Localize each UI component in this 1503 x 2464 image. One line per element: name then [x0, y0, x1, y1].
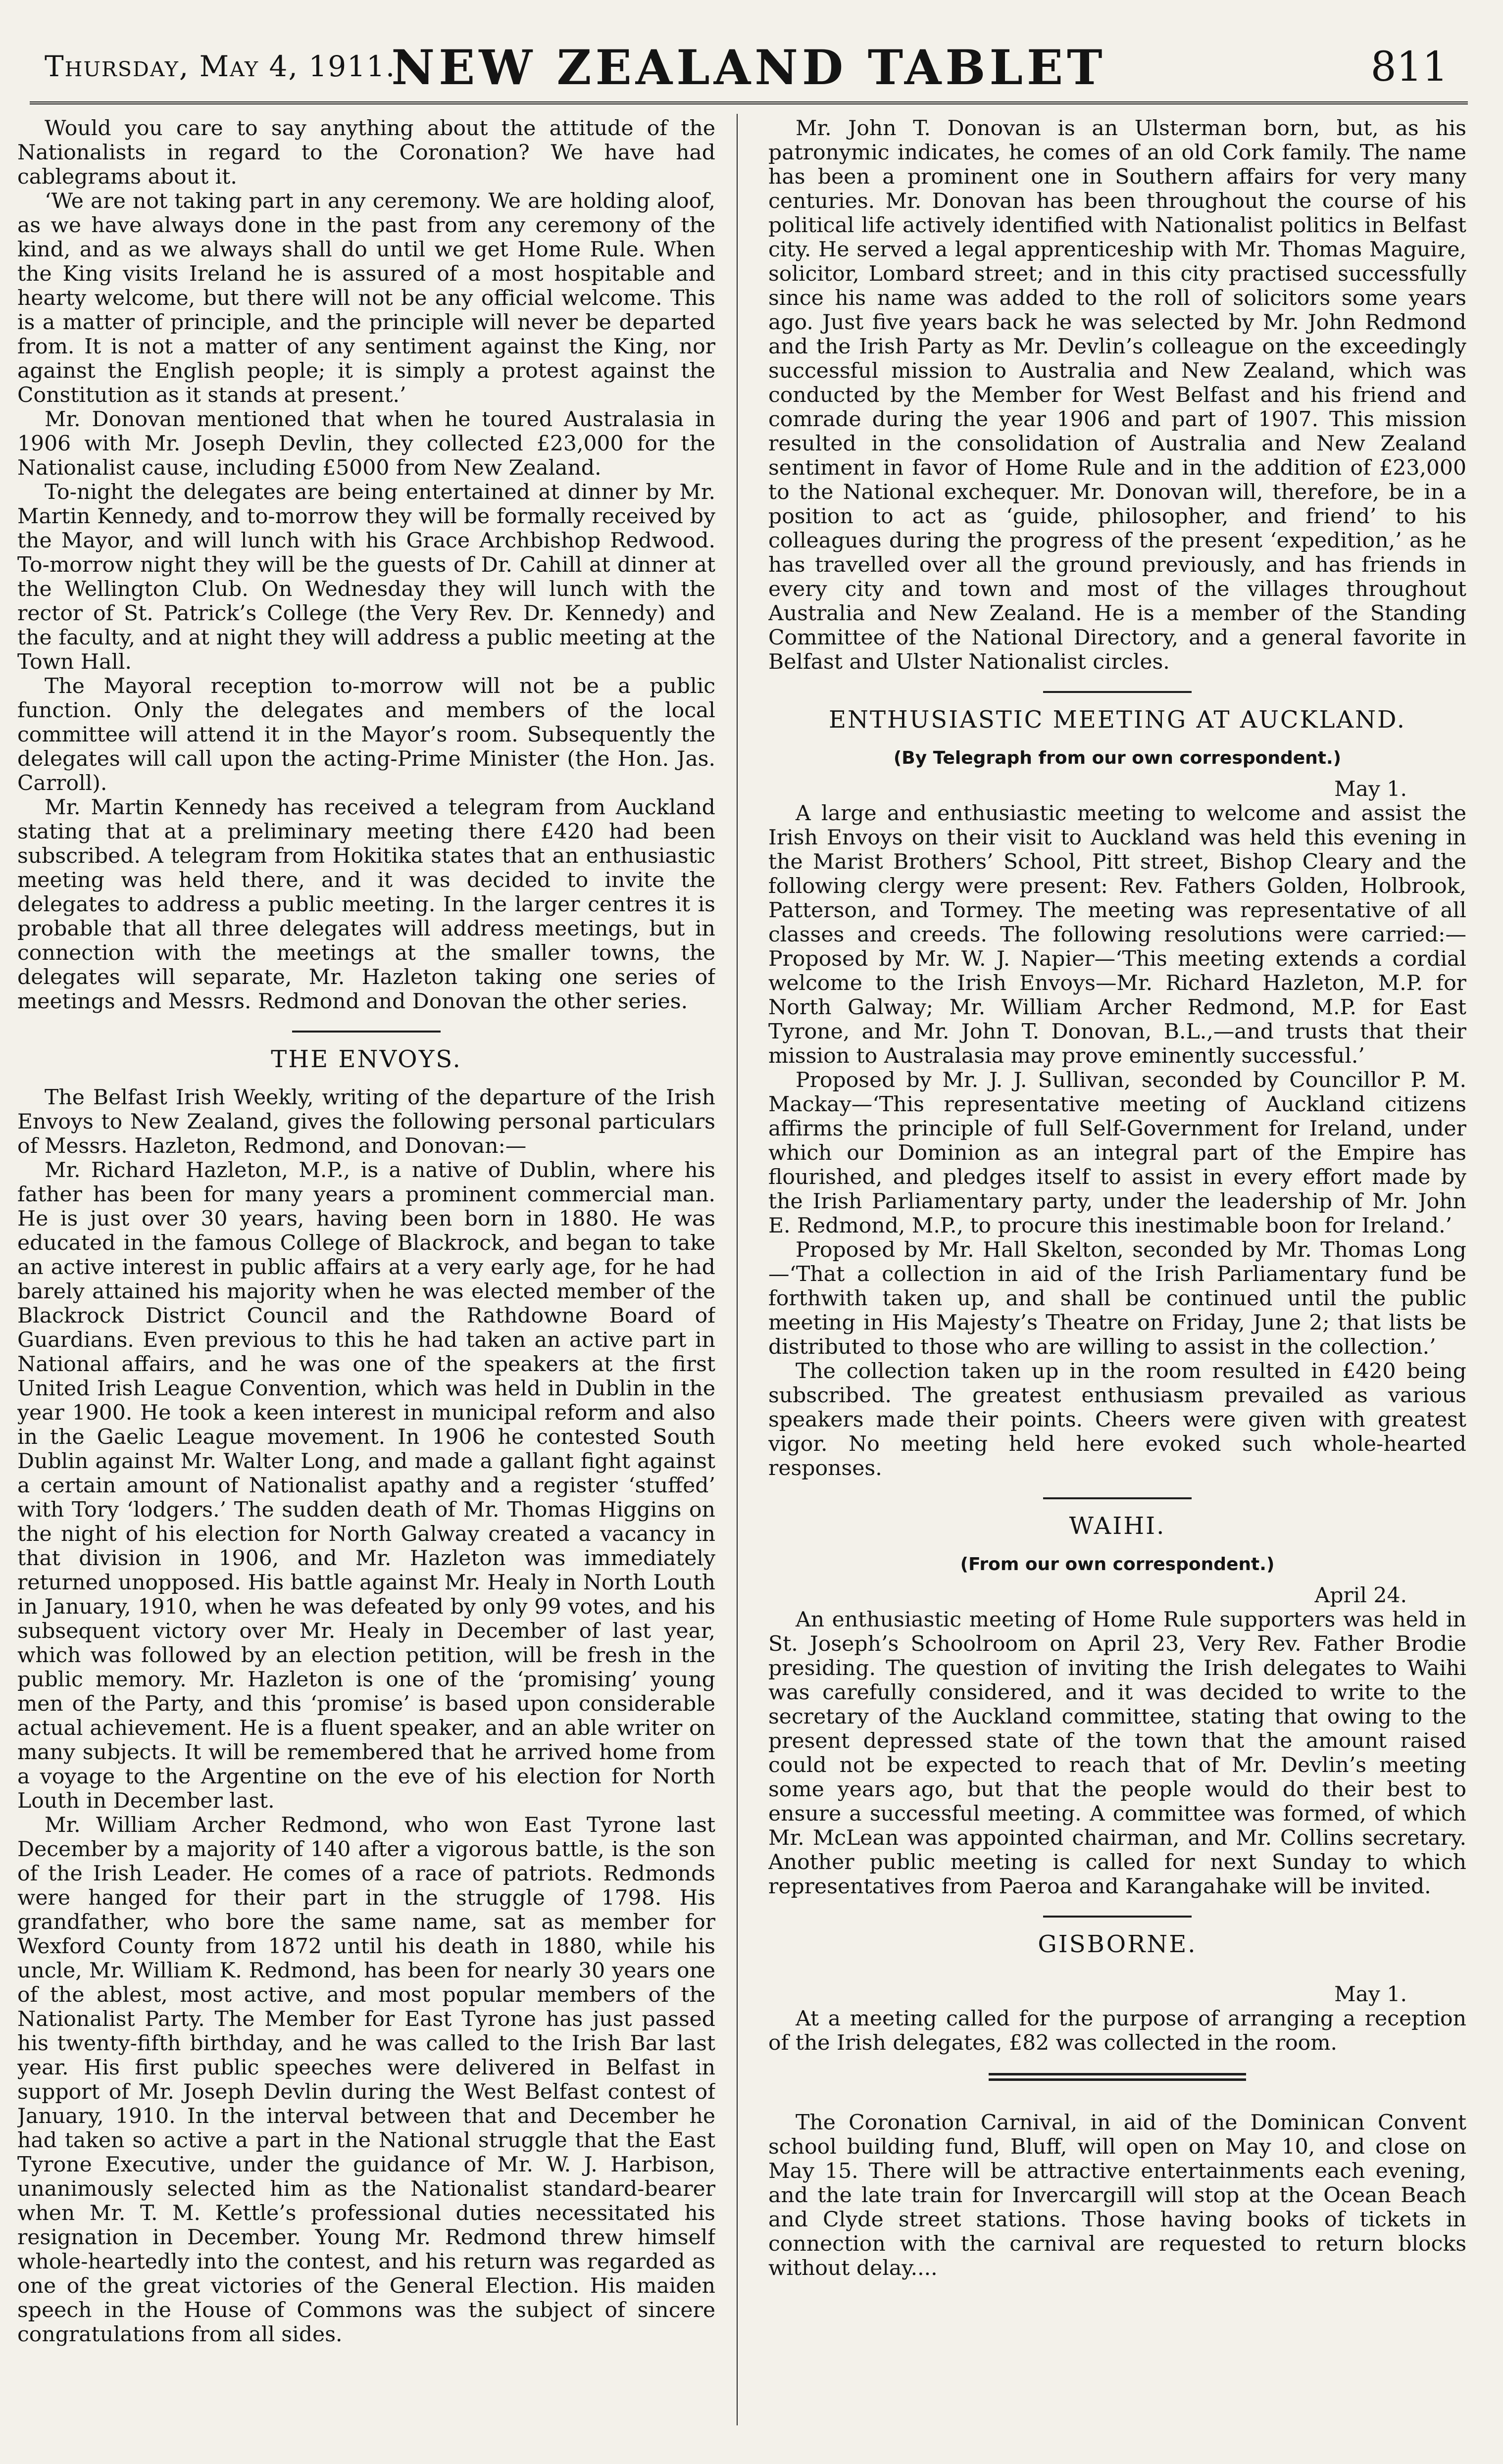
column-divider [737, 114, 738, 2425]
dateline: May 1. [1334, 1982, 1407, 2007]
section-rule [1043, 1916, 1192, 1918]
dateline: May 1. [1334, 777, 1407, 801]
page-number: 811 [1370, 44, 1448, 91]
double-rule [989, 2073, 1246, 2081]
article-paragraph: A large and enthusiastic meeting to welcome and assist the Irish Envoys on their visit to Auckland was held this evening in the Marist Brothers’ School, Pitt street, Bishop Cleary and the following clergy were present: Rev. Fathers Golden, Holbrook, Patterson, and Tormey. The meeting was representative of all classes and creeds. The following resolutions were carried:—Proposed by Mr. W. J. Napier—‘This meeting extends a cordial welcome to the Irish Envoys—Mr. Richard Hazleton, M.P. for North Galway; Mr. William Archer Redmond, M.P. for East Tyrone, and Mr. John T. Donovan, B.L.,—and trusts that their mission to Australasia may prove eminently successful.’ [768, 801, 1466, 1068]
article-paragraph: Mr. Martin Kennedy has received a telegram from Auckland stating that at a preliminary meeting there £420 had been subscribed. A telegram from Hokitika states that an enthusiastic meeting was held there, and it was decided to invite the delegates to address a public meeting. In the larger centres it is probable that all three delegates will address meetings, but in connection with the meetings at the smaller towns, the delegates will separate, Mr. Hazleton taking one series of meetings and Messrs. Redmond and Donovan the other series. [17, 795, 715, 1014]
spacer [768, 1971, 1466, 1982]
correspondent-line: (From our own correspondent.) [960, 1554, 1275, 1575]
article-paragraph: At a meeting called for the purpose of arranging a reception of the Irish delegates, £82 was collected in the room. [768, 2007, 1466, 2055]
article-paragraph: The Coronation Carnival, in aid of the Dominican Convent school building fund, Bluff, will open on May 10, and close on May 15. There will be attractive entertainments each evening, and the late train for Invercargill will stop at the Ocean Beach and Clyde street stations. Those having books of tickets in connection with the carnival are requested to return blocks without delay.... [768, 2111, 1466, 2280]
left-column [17, 116, 715, 2418]
article-paragraph: The Mayoral reception to-morrow will not be a public function. Only the delegates and members of the local committee will attend it in the Mayor’s room. Subsequently the delegates will call upon the acting-Prime Minister (the Hon. Jas. Carroll). [17, 674, 715, 795]
article-paragraph: Proposed by Mr. Hall Skelton, seconded by Mr. Thomas Long—‘That a collection in aid of the Irish Parliamentary fund be forthwith taken up, and shall be continued until the public meeting in His Majesty’s Theatre on Friday, June 2; that lists be distributed to those who are willing to assist in the collection.’ [768, 1238, 1466, 1359]
article-paragraph: ‘We are not taking part in any ceremony. We are holding aloof, as we have always done in the past from any ceremony of the kind, and as we always shall do until we get Home Rule. When the King visits Ireland he is assured of a most hospitable and hearty welcome, but there will not be any official welcome. This is a matter of principle, and the principle will never be departed from. It is not a matter of any sentiment against the King, nor against the English people; it is simply a protest against the Constitution as it stands at present.’ [17, 189, 715, 407]
section-heading-envoys: THE ENVOYS. [271, 1045, 462, 1073]
masthead [30, 20, 1468, 104]
article-paragraph: The Belfast Irish Weekly, writing of the departure of the Irish Envoys to New Zealand, gives the following personal particulars of Messrs. Hazleton, Redmond, and Donovan:— [17, 1085, 715, 1158]
article-paragraph: Proposed by Mr. J. J. Sullivan, seconded by Councillor P. M. Mackay—‘This representative meeting of Auckland citizens affirms the principle of full Self-Government for Ireland, under which our Dominion as an integral part of the Empire has flourished, and pledges itself to assist in every effort made by the Irish Parliamentary party, under the leadership of Mr. John E. Redmond, M.P., to procure this inestimable boon for Ireland.’ [768, 1068, 1466, 1238]
section-rule [1043, 691, 1192, 693]
article-paragraph: Mr. William Archer Redmond, who won East Tyrone last December by a majority of 140 after a vigorous battle, is the son of the Irish Leader. He comes of a race of patriots. Redmonds were hanged for their part in the struggle of 1798. His grandfather, who bore the same name, sat as member for Wexford County from 1872 until his death in 1880, while his uncle, Mr. William K. Redmond, has been for nearly 30 years one of the ablest, most active, and most popular members of the Nationalist Party. The Member for East Tyrone has just passed his twenty-fifth birthday, and he was called to the Irish Bar last year. His first public speeches were delivered in Belfast in support of Mr. Joseph Devlin during the West Belfast contest of January, 1910. In the interval between that and December he had taken so active a part in the National struggle that the East Tyrone Executive, under the guidance of Mr. W. J. Harbison, unanimously selected him as the Nationalist standard-bearer when Mr. T. M. Kettle’s professional duties necessitated his resignation in December. Young Mr. Redmond threw himself whole-heartedly into the contest, and his return was regarded as one of the great victories of the General Election. His maiden speech in the House of Commons was the subject of sincere congratulations from all sides. [17, 1813, 715, 2347]
correspondent-line: (By Telegraph from our own correspondent.) [893, 748, 1342, 768]
paper-title: NEW ZEALAND TABLET [391, 40, 1106, 96]
right-column [768, 116, 1466, 2418]
section-heading-gisborne: GISBORNE. [1038, 1930, 1197, 1958]
section-heading-auckland: ENTHUSIASTIC MEETING AT AUCKLAND. [828, 706, 1406, 734]
article-paragraph: An enthusiastic meeting of Home Rule supporters was held in St. Joseph’s Schoolroom on April 23, Very Rev. Father Brodie presiding. The question of inviting the Irish delegates to Waihi was carefully considered, and it was decided to write to the secretary of the Auckland committee, stating that owing to the present depressed state of the town that the amount raised could not be expected to reach that of Mr. Devlin’s meeting some years ago, but that the people would do their best to ensure a successful meeting. A committee was formed, of which Mr. McLean was appointed chairman, and Mr. Collins secretary. Another public meeting is called for next Sunday to which representatives from Paeroa and Karangahake will be invited. [768, 1608, 1466, 1899]
section-rule [1043, 1497, 1192, 1499]
article-paragraph: Mr. John T. Donovan is an Ulsterman born, but, as his patronymic indicates, he comes of an old Cork family. The name has been a prominent one in Southern affairs for very many centuries. Mr. Donovan has been throughout the course of his political life actively identified with Nationalist politics in Belfast city. He served a legal apprenticeship with Mr. Thomas Maguire, solicitor, Lombard street; and in this city practised successfully since his name was added to the roll of solicitors some years ago. Just five years back he was selected by Mr. John Redmond and the Irish Party as Mr. Devlin’s colleague on the exceedingly successful mission to Australia and New Zealand, which was conducted by the Member for West Belfast and his friend and comrade during the year 1906 and part of 1907. This mission resulted in the consolidation of Australia and New Zealand sentiment in favor of Home Rule and in the addition of £23,000 to the National exchequer. Mr. Donovan will, therefore, be in a position to act as ‘guide, philosopher, and friend’ to his colleagues during the progress of the present ‘expedition,’ as he has travelled over all the ground previously, and has friends in every city and town and most of the villages throughout Australia and New Zealand. He is a member of the Standing Committee of the National Directory, and a general favorite in Belfast and Ulster Nationalist circles. [768, 116, 1466, 674]
dateline: April 24. [1314, 1583, 1407, 1608]
article-paragraph: Mr. Richard Hazleton, M.P., is a native of Dublin, where his father has been for many years a prominent commercial man. He is just over 30 years, having been born in 1880. He was educated in the famous College of Blackrock, and began to take an active interest in public affairs at a very early age, for he had barely attained his majority when he was elected member of the Blackrock District Council and the Rathdowne Board of Guardians. Even previous to this he had taken an active part in National affairs, and he was one of the speakers at the first United Irish League Convention, which was held in Dublin in the year 1900. He took a keen interest in municipal reform and also in the Gaelic League movement. In 1906 he contested South Dublin against Mr. Walter Long, and made a gallant fight against a certain amount of Nationalist apathy and a register ‘stuffed’ with Tory ‘lodgers.’ The sudden death of Mr. Thomas Higgins on the night of his election for North Galway created a vacancy in that division in 1906, and Mr. Hazleton was immediately returned unopposed. His battle against Mr. Healy in North Louth in January, 1910, when he was defeated by only 99 votes, and his subsequent victory over Mr. Healy in December of last year, which was followed by an election petition, will be fresh in the public memory. Mr. Hazleton is one of the ‘promising’ young men of the Party, and this ‘promise’ is based upon considerable actual achievement. He is a fluent speaker, and an able writer on many subjects. It will be remembered that he arrived home from a voyage to the Argentine on the eve of his election for North Louth in December last. [17, 1158, 715, 1813]
section-heading-waihi: WAIHI. [1069, 1512, 1166, 1540]
article-paragraph: The collection taken up in the room resulted in £420 being subscribed. The greatest enthusiasm prevailed as various speakers made their points. Cheers were given with greatest vigor. No meeting held here evoked such whole-hearted responses. [768, 1359, 1466, 1480]
issue-date: Thursday, May 4, 1911. [45, 49, 396, 83]
article-paragraph: Mr. Donovan mentioned that when he toured Australasia in 1906 with Mr. Joseph Devlin, they collected £23,000 for the Nationalist cause, including £5000 from New Zealand. [17, 407, 715, 480]
article-paragraph: Would you care to say anything about the attitude of the Nationalists in regard to the Coronation? We have had cablegrams about it. [17, 116, 715, 189]
section-rule [292, 1031, 441, 1033]
article-paragraph: To-night the delegates are being entertained at dinner by Mr. Martin Kennedy, and to-morrow they will be formally received by the Mayor, and will lunch with his Grace Archbishop Redwood. To-morrow night they will be the guests of Dr. Cahill at dinner at the Wellington Club. On Wednesday they will lunch with the rector of St. Patrick’s College (the Very Rev. Dr. Kennedy) and the faculty, and at night they will address a public meeting at the Town Hall. [17, 480, 715, 674]
